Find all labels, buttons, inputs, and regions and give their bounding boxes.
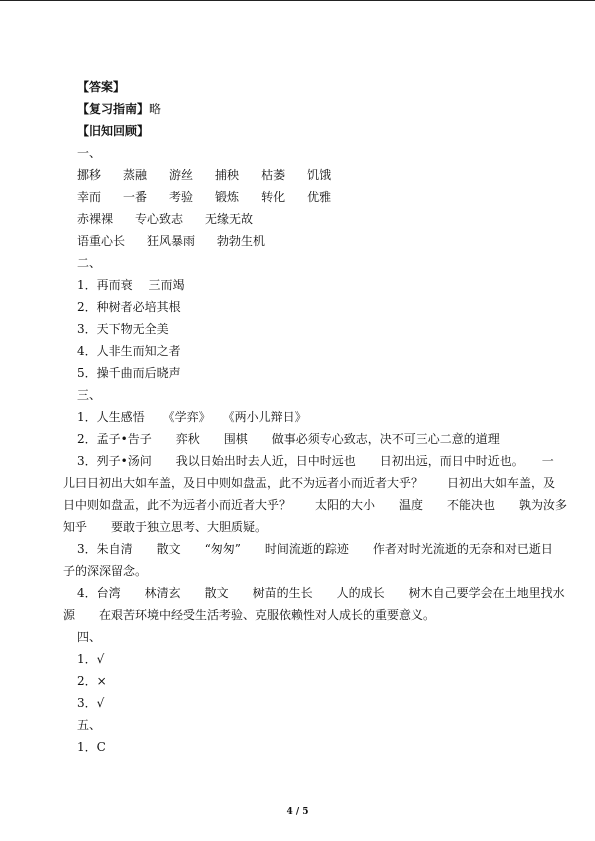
word-cell: 考验: [169, 190, 194, 204]
answer-heading: 【答案】: [77, 80, 126, 94]
top-rule: [0, 0, 595, 1]
list-item: 2．×: [77, 674, 107, 688]
list-item: 1．再而衰 三而竭: [77, 278, 185, 292]
list-item-line: 知乎 要敢于独立思考、大胆质疑。: [63, 520, 268, 534]
word-cell: 优雅: [307, 190, 332, 204]
word-cell: 饥饿: [307, 168, 332, 182]
list-item: 2．种树者必培其根: [77, 300, 181, 314]
list-item: 5．操千曲而后晓声: [77, 366, 181, 380]
list-item: 3．天下物无全美: [77, 322, 169, 336]
list-item-line: 日中则如盘盂，此不为远者小而近者大乎？ 太阳的大小 温度 不能决也 孰为汝多: [63, 498, 568, 512]
section-5-label: 五、: [77, 718, 102, 732]
list-item-line: 3．列子•汤问 我以日始出时去人近，日中时远也 日初出远，而日中时近也。 一: [77, 454, 554, 468]
document-body: [63, 76, 568, 758]
section-1-label: 一、: [77, 146, 102, 160]
section1-row: [77, 164, 547, 186]
word-cell: 专心致志: [135, 212, 184, 226]
word-cell: 勃勃生机: [217, 234, 266, 248]
list-item: 2．孟子•告子 弈秋 围棋 做事必须专心致志，决不可三心二意的道理: [77, 432, 500, 446]
word-cell: 语重心长: [77, 234, 126, 248]
section1-row: [77, 230, 547, 252]
section1-row: [77, 186, 547, 208]
page-number: 4 / 5: [286, 807, 309, 817]
word-cell: 幸而: [77, 190, 102, 204]
word-cell: 转化: [261, 190, 286, 204]
section-2-label: 二、: [77, 256, 102, 270]
word-cell: 捕秧: [215, 168, 240, 182]
list-item: 4．人非生而知之者: [77, 344, 181, 358]
word-cell: 狂风暴雨: [147, 234, 196, 248]
list-item: 1．√: [77, 652, 105, 666]
section1-row: [77, 208, 547, 230]
old-knowledge-heading: 【旧知回顾】: [77, 124, 150, 138]
list-item-line: 3．朱自清 散文 “匆匆” 时间流逝的踪迹 作者对时光流逝的无奈和对已逝日: [77, 542, 553, 556]
word-cell: 赤裸裸: [77, 212, 114, 226]
list-item: 3．√: [77, 696, 105, 710]
review-guide-heading: 【复习指南】: [77, 102, 150, 116]
list-item-line: 源 在艰苦环境中经受生活考验、克服依赖性对人成长的重要意义。: [63, 608, 436, 622]
review-guide-line: [77, 98, 547, 120]
word-cell: 无缘无故: [205, 212, 254, 226]
word-cell: 锻炼: [215, 190, 240, 204]
list-item: 1．C: [77, 740, 106, 754]
word-cell: 枯萎: [261, 168, 286, 182]
section-4-label: 四、: [77, 630, 102, 644]
list-item-line: 4．台湾 林清玄 散文 树苗的生长 人的成长 树木自己要学会在土地里找水: [77, 586, 565, 600]
word-cell: 挪移: [77, 168, 102, 182]
word-cell: 一番: [123, 190, 148, 204]
list-item: 1．人生感悟 《学弈》 《两小儿辩日》: [77, 410, 307, 424]
list-item-line: 子的深深留念。: [63, 564, 148, 578]
list-item-line: 儿曰日初出大如车盖，及日中则如盘盂，此不为远者小而近者大乎？ 日初出大如车盖，及: [63, 476, 556, 490]
word-cell: 游丝: [169, 168, 194, 182]
review-guide-value: 略: [149, 102, 162, 116]
section-3-label: 三、: [77, 388, 102, 402]
word-cell: 蒸融: [123, 168, 148, 182]
